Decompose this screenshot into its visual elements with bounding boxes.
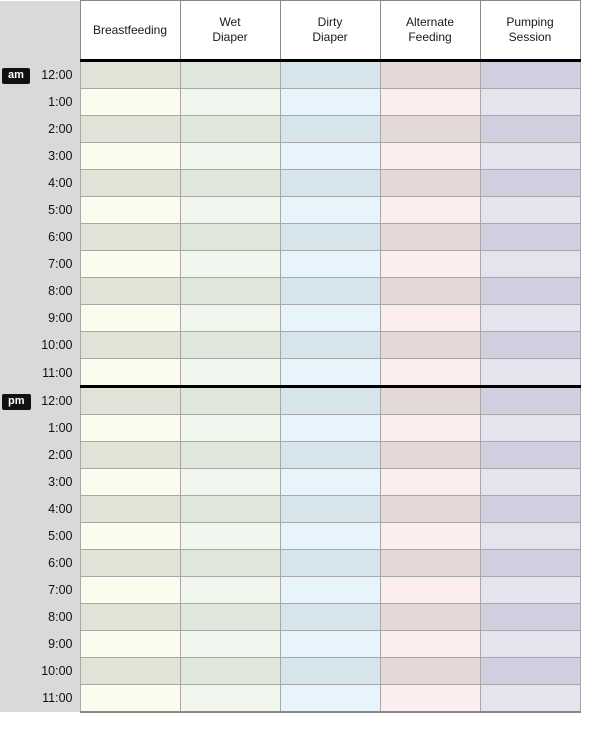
row-time-label: 10:00	[32, 658, 80, 685]
log-cell[interactable]	[180, 89, 280, 116]
log-cell[interactable]	[280, 332, 380, 359]
row-time-label: 4:00	[32, 170, 80, 197]
log-cell[interactable]	[180, 604, 280, 631]
log-cell[interactable]	[180, 116, 280, 143]
row-ampm-marker	[0, 359, 32, 387]
column-header-line1: Wet	[219, 15, 241, 29]
row-time-label: 9:00	[32, 631, 80, 658]
log-cell[interactable]	[80, 631, 180, 658]
log-cell[interactable]	[480, 61, 580, 89]
table-row	[0, 170, 580, 197]
log-cell[interactable]	[280, 61, 380, 89]
log-cell[interactable]	[480, 89, 580, 116]
log-cell[interactable]	[80, 685, 180, 713]
log-cell[interactable]	[180, 278, 280, 305]
log-cell[interactable]	[280, 577, 380, 604]
log-cell[interactable]	[380, 496, 480, 523]
log-cell[interactable]	[180, 442, 280, 469]
row-time-label: 1:00	[32, 415, 80, 442]
log-cell[interactable]	[280, 359, 380, 387]
log-cell[interactable]	[380, 116, 480, 143]
row-ampm-marker	[0, 224, 32, 251]
log-cell[interactable]	[80, 332, 180, 359]
column-header-line1: Pumping	[506, 15, 554, 29]
table-row	[0, 523, 580, 550]
column-header-line1: Breastfeeding	[92, 22, 168, 37]
log-cell[interactable]	[280, 143, 380, 170]
table-row	[0, 305, 580, 332]
log-cell[interactable]	[280, 469, 380, 496]
row-time-label: 6:00	[32, 224, 80, 251]
log-cell[interactable]	[80, 523, 180, 550]
table-row	[0, 442, 580, 469]
row-ampm-marker	[0, 415, 32, 442]
log-cell[interactable]	[80, 577, 180, 604]
row-ampm-marker	[0, 89, 32, 116]
row-ampm-marker	[0, 305, 32, 332]
table-row	[0, 89, 580, 116]
table-row	[0, 359, 580, 387]
log-cell[interactable]	[380, 197, 480, 224]
log-cell[interactable]	[380, 359, 480, 387]
log-cell[interactable]	[380, 685, 480, 713]
column-header-pumping-session	[480, 1, 580, 61]
log-cell[interactable]	[80, 89, 180, 116]
log-cell[interactable]	[80, 170, 180, 197]
log-cell[interactable]	[480, 332, 580, 359]
log-cell[interactable]	[180, 523, 280, 550]
log-cell[interactable]	[480, 631, 580, 658]
header-row	[0, 1, 580, 61]
row-time-label: 10:00	[32, 332, 80, 359]
row-ampm-marker	[0, 523, 32, 550]
log-cell[interactable]	[180, 469, 280, 496]
row-time-label: 6:00	[32, 550, 80, 577]
table-row	[0, 278, 580, 305]
log-cell[interactable]	[480, 685, 580, 713]
column-header-wet-diaper	[180, 1, 280, 61]
row-ampm-marker	[0, 332, 32, 359]
log-cell[interactable]	[380, 251, 480, 278]
log-cell[interactable]	[80, 305, 180, 332]
log-cell[interactable]	[180, 577, 280, 604]
log-cell[interactable]	[480, 224, 580, 251]
table-row	[0, 332, 580, 359]
log-cell[interactable]	[80, 224, 180, 251]
table-row	[0, 550, 580, 577]
log-cell[interactable]	[480, 143, 580, 170]
row-time-label: 5:00	[32, 523, 80, 550]
row-time-label: 7:00	[32, 251, 80, 278]
log-cell[interactable]	[180, 359, 280, 387]
log-cell[interactable]	[80, 415, 180, 442]
row-ampm-marker	[0, 496, 32, 523]
log-cell[interactable]	[80, 604, 180, 631]
log-cell[interactable]	[280, 251, 380, 278]
log-cell[interactable]	[280, 658, 380, 685]
log-cell[interactable]	[480, 496, 580, 523]
table-row	[0, 61, 580, 89]
log-cell[interactable]	[380, 89, 480, 116]
log-cell[interactable]	[180, 631, 280, 658]
table-row	[0, 469, 580, 496]
log-cell[interactable]	[280, 278, 380, 305]
table-body	[0, 61, 580, 713]
row-time-label: 8:00	[32, 278, 80, 305]
log-cell[interactable]	[380, 415, 480, 442]
table-row	[0, 496, 580, 523]
table-row	[0, 116, 580, 143]
row-ampm-marker	[0, 658, 32, 685]
log-cell[interactable]	[380, 631, 480, 658]
log-cell[interactable]	[280, 604, 380, 631]
log-cell[interactable]	[380, 550, 480, 577]
log-cell[interactable]	[380, 61, 480, 89]
column-header-line2: Session	[508, 30, 552, 44]
log-cell[interactable]	[480, 469, 580, 496]
table-row	[0, 415, 580, 442]
log-cell[interactable]	[80, 550, 180, 577]
column-header-line2: Diaper	[212, 30, 248, 44]
row-time-label: 12:00	[32, 61, 80, 89]
log-cell[interactable]	[180, 305, 280, 332]
log-cell[interactable]	[80, 116, 180, 143]
row-ampm-marker	[0, 143, 32, 170]
table-row	[0, 577, 580, 604]
log-cell[interactable]	[480, 604, 580, 631]
row-ampm-marker	[0, 278, 32, 305]
log-cell[interactable]	[80, 278, 180, 305]
table-row	[0, 143, 580, 170]
column-header-breastfeeding	[80, 1, 180, 61]
row-ampm-marker	[0, 577, 32, 604]
row-ampm-marker	[0, 631, 32, 658]
row-time-label: 2:00	[32, 442, 80, 469]
table-header	[0, 1, 580, 61]
log-cell[interactable]	[480, 170, 580, 197]
column-header-dirty-diaper	[280, 1, 380, 61]
row-time-label: 1:00	[32, 89, 80, 116]
row-ampm-marker	[0, 550, 32, 577]
log-cell[interactable]	[380, 469, 480, 496]
row-time-label: 12:00	[32, 387, 80, 415]
corner-cell-ampm	[0, 1, 32, 61]
log-cell[interactable]	[480, 577, 580, 604]
log-cell[interactable]	[180, 415, 280, 442]
row-ampm-marker	[0, 170, 32, 197]
log-cell[interactable]	[280, 415, 380, 442]
log-cell[interactable]	[380, 170, 480, 197]
row-ampm-marker	[0, 251, 32, 278]
row-ampm-marker	[0, 61, 32, 89]
log-cell[interactable]	[380, 278, 480, 305]
log-cell[interactable]	[380, 523, 480, 550]
table-row	[0, 251, 580, 278]
log-cell[interactable]	[380, 305, 480, 332]
row-time-label: 8:00	[32, 604, 80, 631]
log-cell[interactable]	[280, 224, 380, 251]
log-cell[interactable]	[280, 89, 380, 116]
log-cell[interactable]	[380, 332, 480, 359]
log-cell[interactable]	[180, 332, 280, 359]
log-cell[interactable]	[380, 577, 480, 604]
log-cell[interactable]	[280, 170, 380, 197]
row-ampm-marker	[0, 469, 32, 496]
log-cell[interactable]	[480, 415, 580, 442]
log-cell[interactable]	[480, 658, 580, 685]
log-cell[interactable]	[80, 61, 180, 89]
log-cell[interactable]	[280, 523, 380, 550]
log-cell[interactable]	[80, 197, 180, 224]
log-cell[interactable]	[480, 251, 580, 278]
row-time-label: 3:00	[32, 143, 80, 170]
log-cell[interactable]	[80, 143, 180, 170]
row-time-label: 2:00	[32, 116, 80, 143]
log-cell[interactable]	[380, 387, 480, 415]
log-cell[interactable]	[480, 278, 580, 305]
log-cell[interactable]	[380, 604, 480, 631]
log-cell[interactable]	[180, 685, 280, 713]
row-ampm-marker	[0, 116, 32, 143]
log-cell[interactable]	[180, 224, 280, 251]
log-cell[interactable]	[80, 251, 180, 278]
table-row	[0, 197, 580, 224]
log-cell[interactable]	[380, 658, 480, 685]
row-time-label: 7:00	[32, 577, 80, 604]
log-cell[interactable]	[180, 197, 280, 224]
column-header-line1: Alternate	[405, 15, 455, 29]
log-cell[interactable]	[280, 197, 380, 224]
log-cell[interactable]	[180, 170, 280, 197]
column-header-line2: Feeding	[408, 30, 452, 44]
table-row	[0, 224, 580, 251]
row-time-label: 5:00	[32, 197, 80, 224]
row-time-label: 3:00	[32, 469, 80, 496]
log-cell[interactable]	[480, 523, 580, 550]
table-row	[0, 387, 580, 415]
log-cell[interactable]	[180, 387, 280, 415]
log-cell[interactable]	[180, 496, 280, 523]
ampm-badge: pm	[2, 394, 31, 410]
log-cell[interactable]	[480, 116, 580, 143]
column-header-line2: Diaper	[312, 30, 348, 44]
row-ampm-marker	[0, 197, 32, 224]
row-time-label: 11:00	[32, 685, 80, 713]
log-cell[interactable]	[280, 550, 380, 577]
table-row	[0, 658, 580, 685]
log-cell[interactable]	[380, 442, 480, 469]
log-cell[interactable]	[80, 496, 180, 523]
log-cell[interactable]	[280, 387, 380, 415]
log-cell[interactable]	[180, 251, 280, 278]
log-cell[interactable]	[480, 442, 580, 469]
log-cell[interactable]	[180, 61, 280, 89]
log-cell[interactable]	[180, 658, 280, 685]
row-ampm-marker	[0, 685, 32, 713]
log-cell[interactable]	[480, 197, 580, 224]
log-cell[interactable]	[80, 442, 180, 469]
log-cell[interactable]	[180, 550, 280, 577]
row-time-label: 4:00	[32, 496, 80, 523]
log-cell[interactable]	[180, 143, 280, 170]
ampm-badge: am	[2, 68, 30, 84]
row-ampm-marker	[0, 604, 32, 631]
table-row	[0, 685, 580, 713]
log-cell[interactable]	[480, 359, 580, 387]
table-row	[0, 604, 580, 631]
log-cell[interactable]	[280, 496, 380, 523]
row-time-label: 9:00	[32, 305, 80, 332]
row-ampm-marker	[0, 442, 32, 469]
column-header-line1: Dirty	[317, 15, 343, 29]
log-cell[interactable]	[80, 387, 180, 415]
log-cell[interactable]	[280, 305, 380, 332]
corner-cell-time	[32, 1, 80, 61]
log-cell[interactable]	[280, 685, 380, 713]
log-cell[interactable]	[80, 658, 180, 685]
log-cell[interactable]	[280, 442, 380, 469]
log-cell[interactable]	[480, 305, 580, 332]
log-cell[interactable]	[480, 387, 580, 415]
log-cell[interactable]	[80, 359, 180, 387]
table-row	[0, 631, 580, 658]
log-cell[interactable]	[480, 550, 580, 577]
log-cell[interactable]	[80, 469, 180, 496]
log-cell[interactable]	[280, 631, 380, 658]
log-cell[interactable]	[380, 224, 480, 251]
row-time-label: 11:00	[32, 359, 80, 387]
column-header-alternate-feeding	[380, 1, 480, 61]
log-cell[interactable]	[280, 116, 380, 143]
log-cell[interactable]	[380, 143, 480, 170]
row-ampm-marker	[0, 387, 32, 415]
